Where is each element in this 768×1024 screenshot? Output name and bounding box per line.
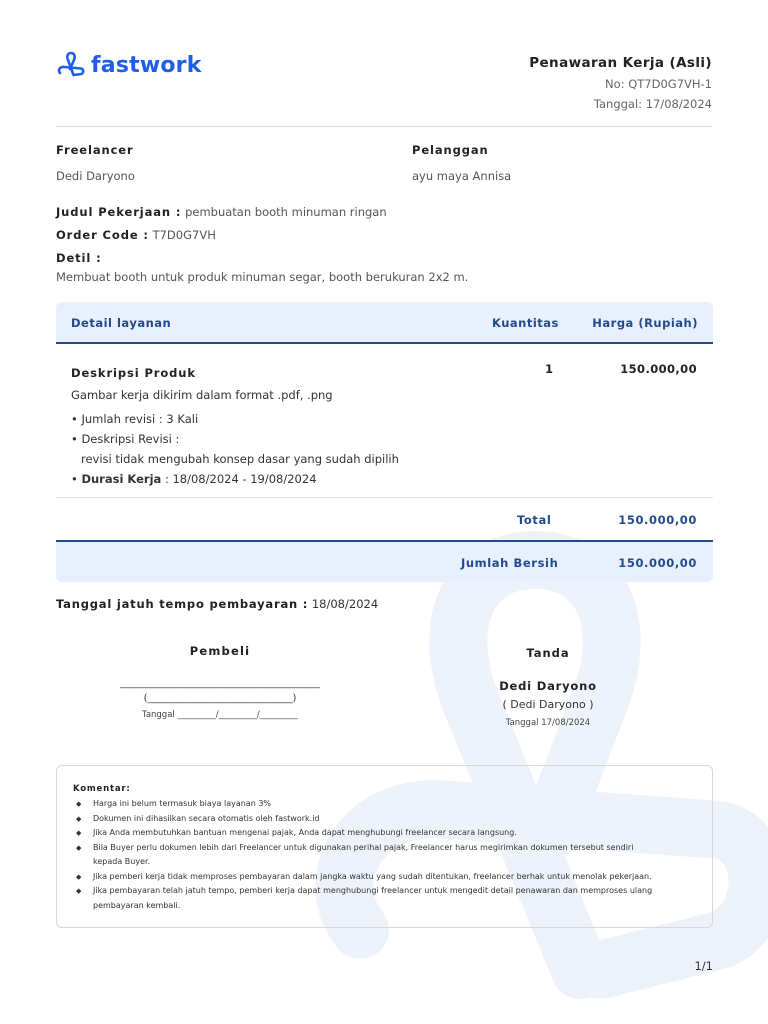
service-table <box>56 302 713 582</box>
seller-heading: Tanda <box>526 646 570 660</box>
comment-text: Jika Anda membutuhkan bantuan mengenai pajak, Anda dapat menghubungi freelancer secara langsung. <box>93 828 517 837</box>
item-revision-desc-label: • Deskripsi Revisi : <box>71 432 180 446</box>
diamond-bullet-icon: ◆ <box>76 829 82 837</box>
col-service-header: Detail layanan <box>71 316 172 330</box>
item-duration-label: Durasi Kerja <box>81 472 162 486</box>
comments-box <box>56 765 713 928</box>
detail-label: Detil : <box>56 251 102 265</box>
due-date-label: Tanggal jatuh tempo pembayaran : <box>56 597 309 611</box>
list-item-continuation <box>73 855 696 870</box>
order-code-row <box>56 228 716 242</box>
diamond-bullet-icon: ◆ <box>76 872 82 881</box>
job-title-label: Judul Pekerjaan : <box>56 205 182 219</box>
list-item <box>73 870 696 885</box>
total-row <box>56 498 713 540</box>
diamond-bullet-icon: ◆ <box>76 887 82 895</box>
buyer-signature-line: ________________________________________ <box>120 678 320 689</box>
document-date: Tanggal: 17/08/2024 <box>593 97 712 111</box>
job-title-row <box>56 205 716 219</box>
document-header <box>56 50 712 120</box>
comments-list <box>73 797 696 913</box>
list-item <box>73 812 696 827</box>
comments-heading: Komentar: <box>73 784 131 794</box>
seller-signature <box>468 646 628 728</box>
net-total-label: Jumlah Bersih <box>461 556 559 570</box>
total-label: Total <box>517 513 552 527</box>
due-date-value: 18/08/2024 <box>308 597 379 611</box>
net-total-row <box>56 540 713 582</box>
customer-name: ayu maya Annisa <box>412 169 512 183</box>
item-revision-desc: revisi tidak mengubah konsep dasar yang sudah dipilih <box>81 452 399 466</box>
list-item-continuation <box>73 899 696 914</box>
brand-logo[interactable] <box>56 50 202 80</box>
item-price: 150.000,00 <box>620 362 697 376</box>
item-duration-value: : 18/08/2024 - 19/08/2024 <box>161 472 317 486</box>
order-code-label: Order Code : <box>56 228 149 242</box>
col-qty-header: Kuantitas <box>492 316 559 330</box>
total-value: 150.000,00 <box>618 513 697 527</box>
fastwork-logo-icon <box>56 50 86 80</box>
job-title-value: pembuatan booth minuman ringan <box>181 205 387 219</box>
header-divider <box>56 126 712 127</box>
item-revisions: • Jumlah revisi : 3 Kali <box>71 412 199 426</box>
item-qty: 1 <box>545 362 554 376</box>
seller-name-paren: ( Dedi Daryono ) <box>502 698 594 711</box>
seller-date: Tanggal 17/08/2024 <box>505 718 591 728</box>
buyer-date: Tanggal _________/_________/_________ <box>142 710 298 720</box>
freelancer-label: Freelancer <box>56 143 134 157</box>
table-header <box>56 302 713 344</box>
diamond-bullet-icon: ◆ <box>76 843 82 852</box>
comment-text: pembayaran kembali. <box>93 900 181 910</box>
comment-text: Jika pemberi kerja tidak memproses pembayaran dalam jangka waktu yang sudah ditentukan, freelancer berhak untuk menolak pekerjaan. <box>93 871 652 881</box>
document-number: No: QT7D0G7VH-1 <box>605 77 712 91</box>
comment-text: Bila Buyer perlu dokumen lebih dari Freelancer untuk digunakan perihal pajak, Freelancer harus megirimkan dokumen tersebut sendiri <box>93 842 634 852</box>
buyer-name-line: (_____________________________) <box>143 693 297 704</box>
list-item <box>73 884 696 899</box>
document-title: Penawaran Kerja (Asli) <box>529 55 712 71</box>
net-total-value: 150.000,00 <box>618 556 697 570</box>
item-duration-bullet: • <box>71 472 82 486</box>
order-code-value: T7D0G7VH <box>148 228 216 242</box>
comment-text: Dokumen ini dihasilkan secara otomatis oleh fastwork.id <box>93 813 320 823</box>
comment-text: Harga ini belum termasuk biaya layanan 3% <box>93 799 272 808</box>
diamond-bullet-icon: ◆ <box>76 814 82 823</box>
document-title-block <box>529 55 712 111</box>
brand-name: fastwork <box>91 52 202 78</box>
list-item <box>73 797 696 812</box>
due-date <box>56 597 378 611</box>
table-row <box>56 344 713 498</box>
comment-text: kepada Buyer. <box>93 857 151 866</box>
list-item <box>73 826 696 841</box>
detail-label-row <box>56 251 716 265</box>
item-heading: Deskripsi Produk <box>71 366 196 380</box>
list-item <box>73 841 696 856</box>
detail-value: Membuat booth untuk produk minuman segar, booth berukuran 2x2 m. <box>56 270 469 284</box>
page-number: 1/1 <box>694 959 713 973</box>
diamond-bullet-icon: ◆ <box>76 800 82 808</box>
comment-text: Jika pembayaran telah jatuh tempo, pemberi kerja dapat menghubungi freelancer untuk mengedit detail penawaran dan memproses ulang <box>93 886 653 895</box>
seller-name: Dedi Daryono <box>499 679 597 693</box>
customer-label: Pelanggan <box>412 143 489 157</box>
buyer-heading: Pembeli <box>189 644 251 658</box>
item-line: Gambar kerja dikirim dalam format .pdf, .png <box>71 388 333 402</box>
item-description <box>71 366 451 486</box>
item-duration <box>71 472 451 486</box>
col-price-header: Harga (Rupiah) <box>592 316 698 330</box>
freelancer-name: Dedi Daryono <box>56 169 135 183</box>
freelancer-block <box>56 143 135 183</box>
customer-block <box>412 143 511 183</box>
buyer-signature <box>110 644 330 720</box>
